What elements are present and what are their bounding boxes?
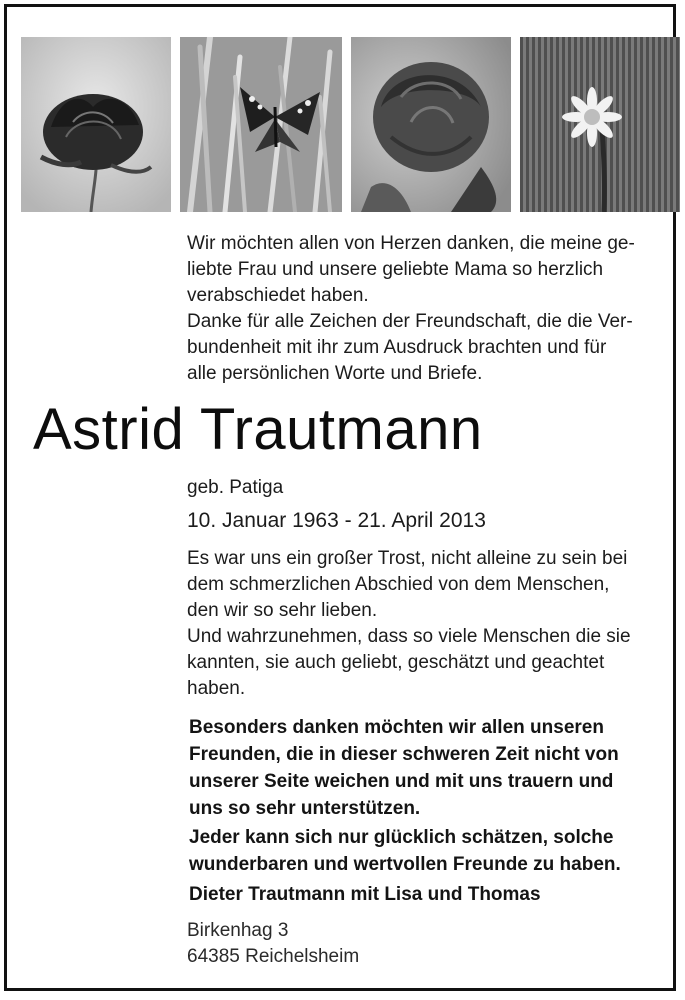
daisy-stripes-photo — [520, 37, 680, 212]
dark-rose-photo — [21, 37, 171, 212]
life-dates: 10. Januar 1963 - 21. April 2013 — [187, 509, 486, 532]
signature: Dieter Trautmann mit Lisa und Thomas — [189, 884, 541, 905]
closing-paragraph: Jeder kann sich nur glücklich schätzen, solche wunderbaren und wertvollen Freunde zu haben. — [189, 827, 621, 875]
address: Birkenhag 3 64385 Reichelsheim — [187, 920, 360, 967]
butterfly-grass-photo — [180, 37, 342, 212]
body-paragraph: Es war uns ein großer Trost, nicht alleine zu sein bei dem schmerzlichen Abschied von dem Menschen, den wir so sehr lieben. Und wahrzunehmen, dass so viele Menschen die sie kannten, sie auch geliebt, geschätzt und geachtet haben. — [187, 548, 631, 699]
maiden-name: geb. Patiga — [187, 477, 284, 498]
obituary-frame — [4, 4, 676, 991]
thanks-paragraph: Besonders danken möchten wir allen unseren Freunden, die in dieser schweren Zeit nicht von unserer Seite weichen und mit uns trauern und uns so sehr unterstützen. — [189, 717, 619, 819]
intro-paragraph: Wir möchten allen von Herzen danken, die meine ge- liebte Frau und unsere geliebte Mama so herzlich verabschiedet haben. Danke für alle Zeichen der Freundschaft, die die Ver- bundenheit mit ihr zum Ausdruck brachten und für alle persönlichen Worte und Briefe. — [187, 233, 635, 384]
deceased-name: Astrid Trautmann — [33, 397, 483, 462]
rose-photo — [351, 37, 511, 212]
